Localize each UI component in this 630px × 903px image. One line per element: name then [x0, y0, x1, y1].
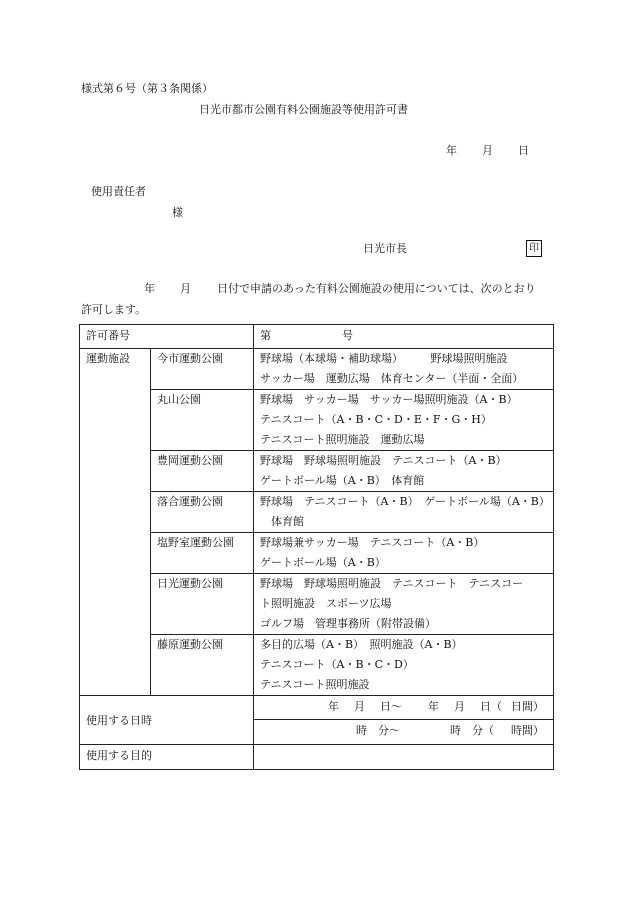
- park-facilities: 多目的広場（A・B） 照明施設（A・B） テニスコート（A・B・C・D） テニスコート照明施設: [254, 635, 554, 696]
- usage-time-field: 時 分～ 時 分（ 時間）: [254, 720, 554, 745]
- honorific: 様: [172, 206, 183, 219]
- park-name: 藤原運動公園: [151, 635, 254, 696]
- document-title: 日光市都市公園有料公園施設等使用許可書: [199, 103, 408, 116]
- usage-purpose-label: 使用する目的: [80, 745, 254, 770]
- park-facilities: 野球場 サッカー場 サッカー場照明施設（A・B） テニスコート（A・B・C・D・E・F・G・H） テニスコート照明施設 運動広場: [254, 390, 554, 451]
- seal-stamp: 印: [526, 240, 542, 257]
- issuer-mayor: 日光市長: [363, 242, 407, 255]
- date-day-label: 日: [518, 144, 529, 157]
- park-facilities: 野球場 野球場照明施設 テニスコート（A・B） ゲートボール場（A・B） 体育館: [254, 451, 554, 492]
- permit-table: [79, 324, 554, 770]
- usage-datetime-label: 使用する日時: [80, 696, 254, 745]
- usage-date-field: 年 月 日～ 年 月 日（ 日間）: [254, 696, 554, 720]
- date-month-label: 月: [482, 144, 493, 157]
- facility-category-label: 運動施設: [80, 349, 151, 696]
- park-name: 丸山公園: [151, 390, 254, 451]
- park-facilities: 野球場 テニスコート（A・B） ゲートボール場（A・B） 体育館: [254, 492, 554, 533]
- permit-statement-line2: 許可します。: [81, 303, 147, 316]
- permit-number-suffix: 号: [342, 329, 353, 342]
- park-name: 落合運動公園: [151, 492, 254, 533]
- park-facilities: 野球場（本球場・補助球場） 野球場照明施設 サッカー場 運動広場 体育センター（半面・全面）: [254, 349, 554, 390]
- usage-purpose-field[interactable]: [254, 745, 554, 770]
- park-name: 豊岡運動公園: [151, 451, 254, 492]
- date-year-label: 年: [446, 144, 457, 157]
- permit-year-label: 年: [144, 282, 155, 295]
- park-name: 塩野室運動公園: [151, 533, 254, 574]
- form-number: 様式第６号（第３条関係）: [81, 82, 213, 95]
- permit-number-prefix: 第: [260, 329, 271, 342]
- responsible-person-label: 使用責任者: [91, 185, 146, 198]
- park-name: 今市運動公園: [151, 349, 254, 390]
- permit-number-field: [254, 325, 554, 349]
- park-name: 日光運動公園: [151, 574, 254, 635]
- permit-statement-text: 日付で申請のあった有料公園施設の使用については、次のとおり: [217, 282, 536, 295]
- park-facilities: 野球場兼サッカー場 テニスコート（A・B） ゲートボール場（A・B）: [254, 533, 554, 574]
- park-facilities: 野球場 野球場照明施設 テニスコート テニスコー ト照明施設 スポーツ広場 ゴルフ場 管理事務所（附帯設備）: [254, 574, 554, 635]
- permit-month-label: 月: [180, 282, 191, 295]
- permit-number-label: 許可番号: [80, 325, 254, 349]
